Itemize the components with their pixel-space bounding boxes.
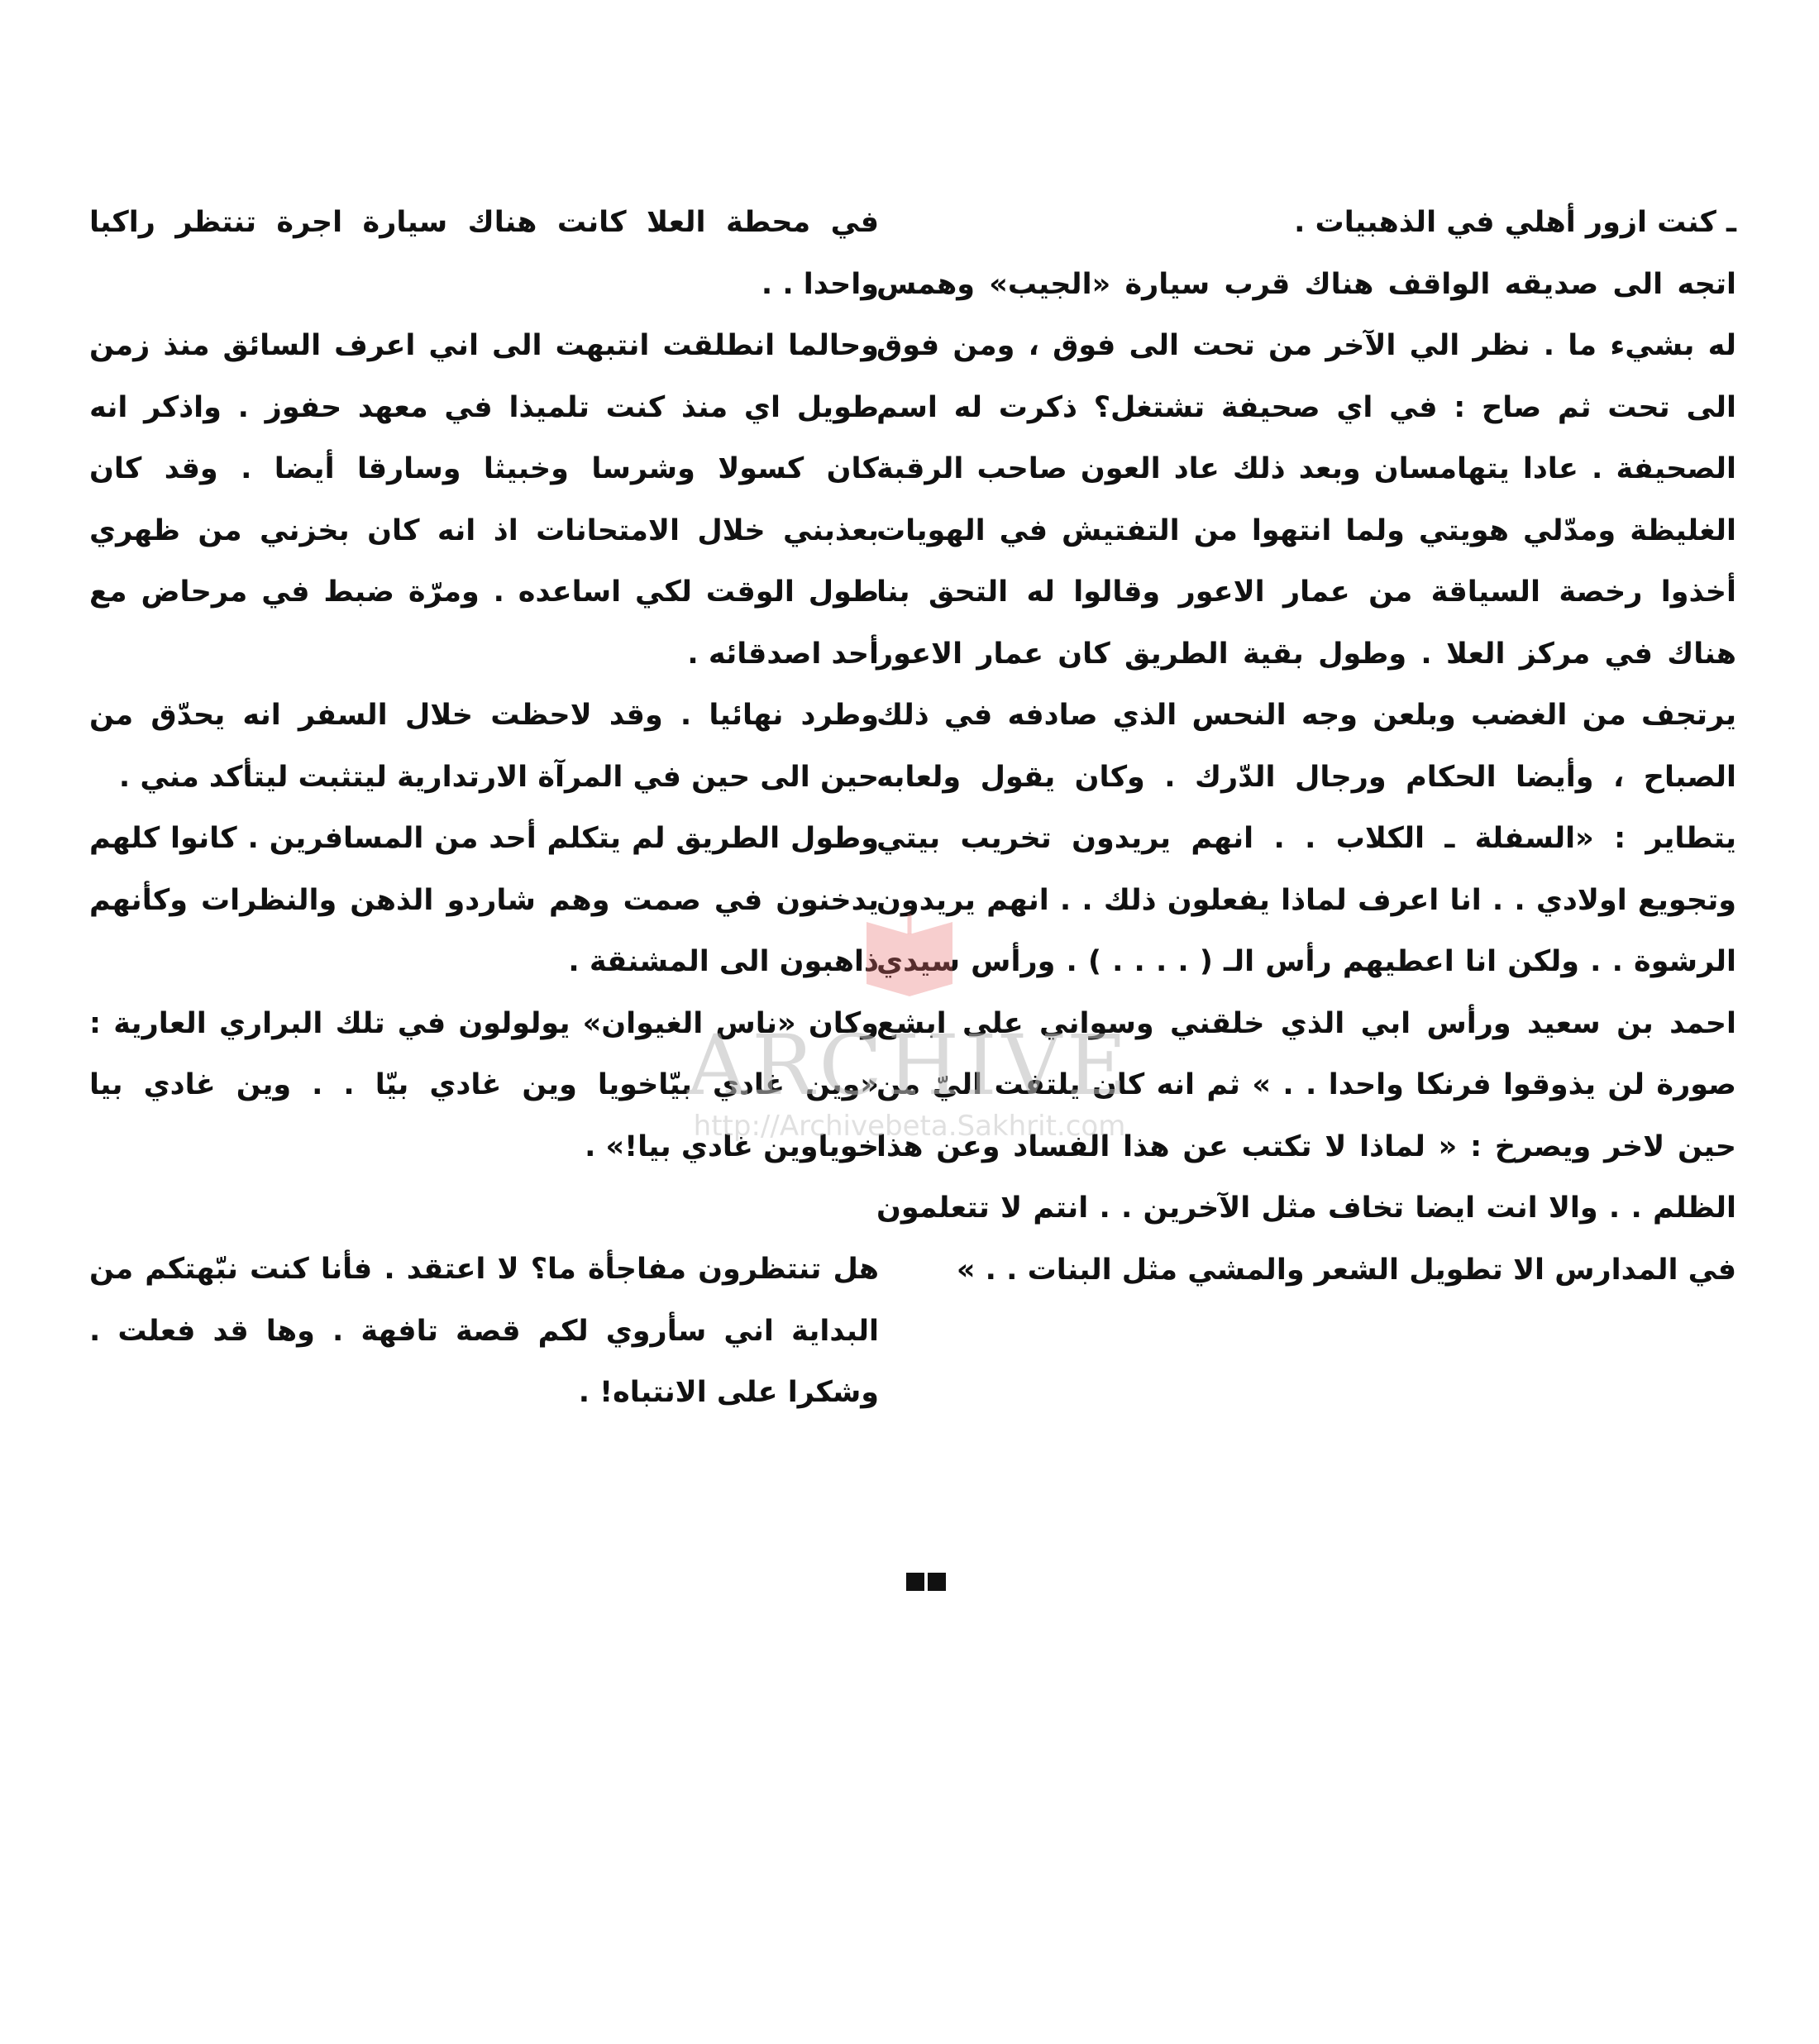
left-text-column	[89, 192, 879, 1424]
square-icon	[928, 1573, 946, 1591]
paragraph: في محطة العلا كانت هناك سيارة اجرة تنتظر راكبا واحدا . .	[89, 206, 879, 301]
watermark-url: http://Archivebeta.Sakhrit.com	[693, 1110, 1126, 1143]
watermark-text: ARCHIVE	[687, 1017, 1132, 1114]
right-text-column	[876, 192, 1736, 1301]
paragraph: اتجه الى صديقه الواقف هناك قرب سيارة «الجيب» وهمس له بشيء ما . نظر الي الآخر من تحت الى فوق ، ومن فوق الى تحت ثم صاح : في اي صحيفة تشتغل؟ ذكرت له اسم الصحيفة . عادا يتهامسان وبعد ذلك عاد العون صاحب الرقبة الغليظة ومدّلي هويتي ولما انتهوا من التفتيش في الهويات أخذوا رخصة السياقة من عمار الاعور وقالوا له التحق بنا هناك في مركز العلا . وطول بقية الطريق كان عمار الاعور يرتجف من الغضب وبلعن وجه النحس الذي صادفه في ذلك الصباح ، وأيضا الحكام ورجال الدّرك . وكان يقول ولعابه يتطاير : «السفلة ـ الكلاب . . انهم يريدون تخريب بيتي وتجويع اولادي . . انا اعرف لماذا يفعلون ذلك . . انهم يريدون الرشوة . . ولكن انا اعطيهم رأس الـ ( . . . . ) . ورأس سيدي احمد بن سعيد ورأس ابي الذي خلقني وسواني على ابشع صورة لن يذوقوا فرنكا واحدا . . » ثم انه كان يلتفت اليّ من حين لاخر ويصرخ : « لماذا لا تكتب عن هذا الفساد وعن هذا الظلم . . والا انت ايضا تخاف مثل الآخرين . . انتم لا تتعلمون في المدارس الا تطويل الشعر والمشي مثل البنات . . »	[876, 267, 1736, 1287]
paragraph: وحالما انطلقت انتبهت الى اني اعرف السائق منذ زمن طويل اي منذ كنت تلميذا في معهد حفوز . واذكر انه كان كسولا وشرسا وخبيثا وسارقا أيضا . وقد كان بعذبني خلال الامتحانات اذ انه كان بخزني من ظهري طول الوقت لكي اساعده . ومرّة ضبط في مرحاض مع أحد اصدقائه .	[89, 329, 879, 671]
paragraph: وطول الطريق لم يتكلم أحد من المسافرين . كانوا كلهم يدخنون في صمت وهم شاردو الذهن والنظرات وكأنهم ذاهبون الى المشنقة .	[89, 822, 879, 978]
paragraph: وطرد نهائيا . وقد لاحظت خلال السفر انه يحدّق من حين الى حين في المرآة الارتدارية ليتثبت ليتأكد مني .	[89, 699, 879, 794]
square-icon	[906, 1573, 924, 1591]
paragraph: ـ كنت ازور أهلي في الذهبيات .	[1294, 206, 1736, 239]
page-end-mark	[906, 1573, 956, 1593]
paragraph: هل تنتظرون مفاجأة ما؟ لا اعتقد . فأنا كنت نبّهتكم من البداية اني سأروي لكم قصة تافهة . وها قد فعلت . وشكرا على الانتباه! .	[89, 1253, 879, 1409]
paragraph: وكان «ناس الغيوان» يولولون في تلك البراري العارية : «وين غادي بيّاخويا وين غادي بيّا . . وين غادي بيا خوياوين غادي بيا!» .	[89, 1006, 879, 1163]
